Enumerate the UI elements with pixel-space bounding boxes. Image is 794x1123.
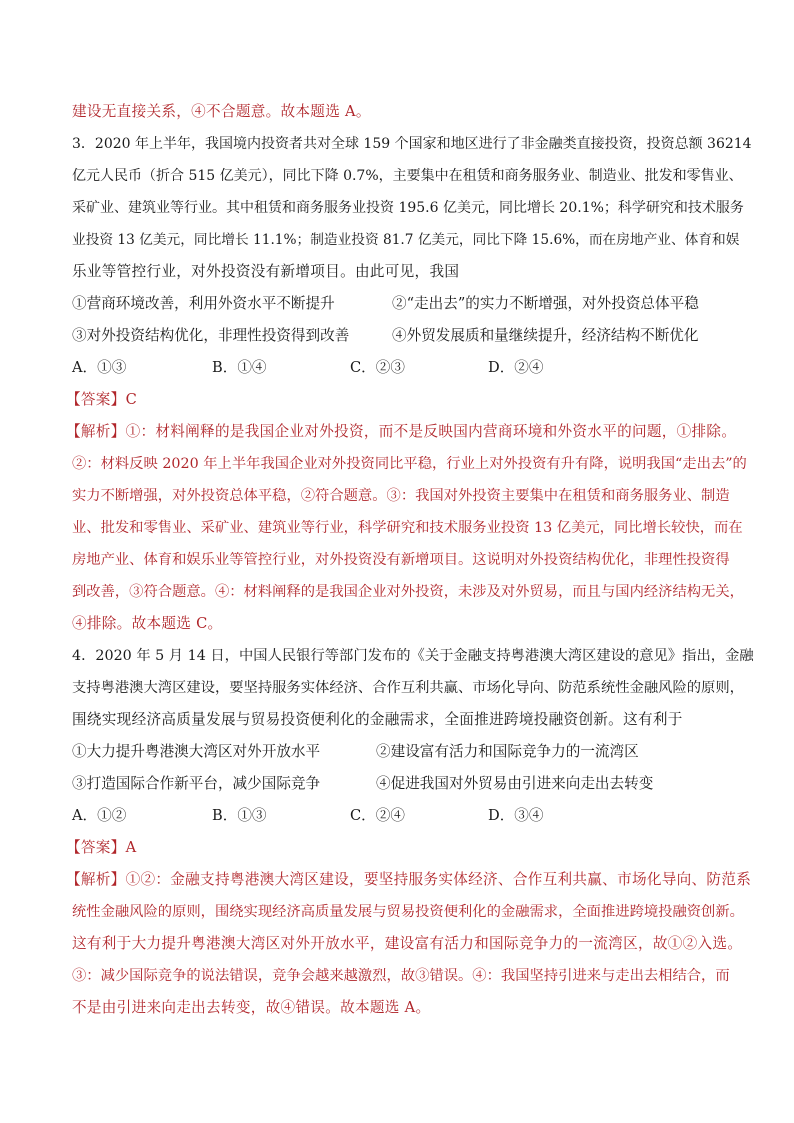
q4-analysis-line: ③：减少国际竞争的说法错误，竞争会越来越激烈，故③错误。④：我国坚持引进来与走出去相结合，而: [72, 968, 730, 984]
q3-analysis-line: 房地产业、体育和娱乐业等管控行业，对外投资没有新增项目。这说明对外投资结构优化，非理性投资得: [72, 552, 730, 568]
q4-statement-1: ①大力提升粤港澳大湾区对外开放水平: [72, 743, 321, 760]
q4-choice-c: C．②④: [350, 807, 405, 824]
q3-stem-line: 乐业等管控行业，对外投资没有新增项目。由此可见，我国: [72, 263, 460, 280]
q3-statement-2: ②“走出去”的实力不断增强，对外投资总体平稳: [392, 295, 699, 312]
previous-analysis-end: 建设无直接关系，④不合题意。故本题选 A。: [72, 103, 371, 120]
q3-analysis-line: 实力不断增强，对外投资总体平稳，②符合题意。③：我国对外投资主要集中在租赁和商务服务业、制造: [72, 488, 730, 504]
q3-statement-1: ①营商环境改善，利用外资水平不断提升: [72, 295, 335, 312]
q4-statement-3: ③打造国际合作新平台，减少国际竞争: [72, 775, 321, 792]
q4-stem-line: 围绕实现经济高质量发展与贸易投资便利化的金融需求，全面推进跨境投融资创新。这有利于: [72, 711, 683, 728]
q3-choice-b: B．①④: [212, 359, 267, 376]
q3-analysis-line: 业、批发和零售业、采矿业、建筑业等行业，科学研究和技术服务业投资 13 亿美元，同比增长较快，而在: [72, 520, 743, 536]
q3-choice-c: C．②③: [350, 359, 405, 376]
q4-analysis-line: 不是由引进来向走出去转变，故④错误。故本题选 A。: [72, 999, 431, 1016]
q4-choice-b: B．①③: [212, 807, 267, 824]
q3-statement-4: ④外贸发展质和量继续提升，经济结构不断优化: [392, 327, 699, 344]
q4-choice-a: A．①②: [72, 807, 127, 824]
q3-choice-d: D．②④: [488, 359, 544, 376]
q4-stem-line: 支持粤港澳大湾区建设，要坚持服务实体经济、合作互利共赢、市场化导向、防范系统性金融风险的原则，: [72, 680, 744, 696]
q3-analysis-line: ②：材料反映 2020 年上半年我国企业对外投资同比平稳，行业上对外投资有升有降，说明我国“走出去”的: [72, 456, 747, 472]
q3-choice-a: A．①③: [72, 359, 127, 376]
q3-analysis-line: 【解析】①：材料阐释的是我国企业对外投资，而不是反映国内营商环境和外资水平的问题，①排除。: [66, 423, 737, 440]
q3-stem-line: 亿元人民币（折合 515 亿美元），同比下降 0.7%，主要集中在租赁和商务服务业、制造业、批发和零售业、: [72, 168, 743, 184]
q3-stem-line: 3．2020 年上半年，我国境内投资者共对全球 159 个国家和地区进行了非金融类直接投资，投资总额 36214: [72, 136, 752, 152]
q3-stem-line: 业投资 13 亿美元，同比增长 11.1%；制造业投资 81.7 亿美元，同比下降 15.6%，而在房地产业、体育和娱: [72, 232, 740, 248]
q4-stem-line: 4．2020 年 5 月 14 日，中国人民银行等部门发布的《关于金融支持粤港澳大湾区建设的意见》指出，金融: [72, 648, 754, 664]
q4-analysis-line: 这有利于大力提升粤港澳大湾区对外开放水平，建设富有活力和国际竞争力的一流湾区，故①②入选。: [72, 935, 743, 952]
q4-analysis-line: 统性金融风险的原则，围绕实现经济高质量发展与贸易投资便利化的金融需求，全面推进跨境投融资创新。: [72, 904, 744, 920]
q3-analysis-line: ④排除。故本题选 C。: [72, 615, 223, 632]
q4-statement-2: ②建设富有活力和国际竞争力的一流湾区: [376, 743, 639, 760]
q4-answer: 【答案】A: [66, 839, 137, 856]
q3-stem-line: 采矿业、建筑业等行业。其中租赁和商务服务业投资 195.6 亿美元，同比增长 20.1%；科学研究和技术服务: [72, 200, 744, 216]
q3-statement-3: ③对外投资结构优化，非理性投资得到改善: [72, 327, 350, 344]
q4-statement-4: ④促进我国对外贸易由引进来向走出去转变: [376, 775, 654, 792]
q4-analysis-line: 【解析】①②：金融支持粤港澳大湾区建设，要坚持服务实体经济、合作互利共赢、市场化导向、防范系: [66, 871, 752, 888]
q3-analysis-line: 到改善，③符合题意。④：材料阐释的是我国企业对外投资，未涉及对外贸易，而且与国内经济结构无关，: [72, 584, 744, 600]
q4-choice-d: D．③④: [488, 807, 544, 824]
q3-answer: 【答案】C: [66, 391, 138, 408]
